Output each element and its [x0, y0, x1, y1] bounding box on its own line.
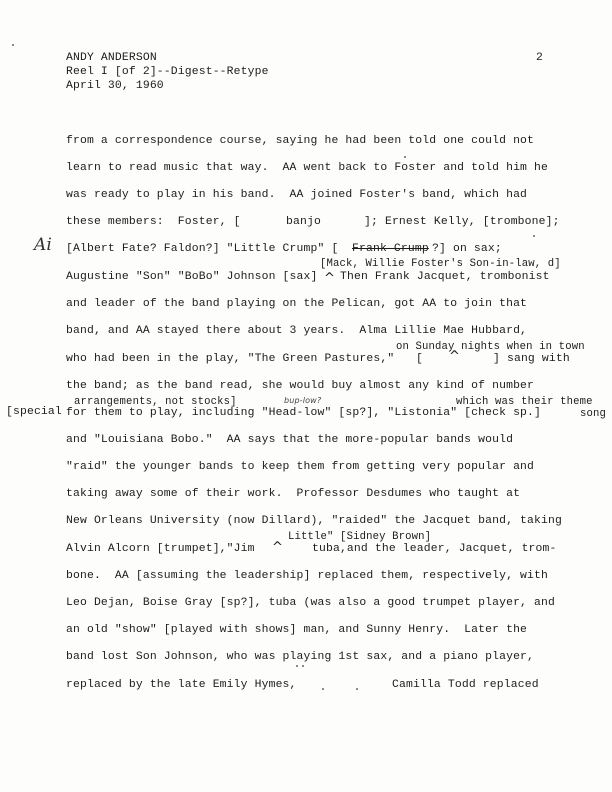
- body-line-4c: ]; Ernest Kelly, [trombone];: [364, 216, 560, 228]
- insert-note-little: Little" [Sidney Brown]: [288, 531, 432, 543]
- body-line-24: an old "show" [played with shows] man, and Sunny Henry. Later the: [66, 624, 528, 636]
- margin-handwritten-mark: Ai: [34, 235, 53, 255]
- scan-speck: [322, 688, 324, 690]
- body-line-7b: Then Frank Jacquet, trombonist: [340, 271, 550, 283]
- body-line-21b: tuba,and the leader, Jacquet, trom-: [312, 543, 557, 555]
- body-line-3: was ready to play in his band. AA joined Foster's band, which had: [66, 189, 528, 201]
- insert-note-theme: which was their theme: [456, 396, 593, 408]
- scan-speck: [404, 156, 406, 158]
- insertion-caret: ^: [272, 540, 284, 555]
- body-line-23: Leo Dejan, Boise Gray [sp?], tuba (was also a good trumpet player, and: [66, 597, 555, 609]
- insert-note-arrangements: arrangements, not stocks]: [74, 396, 237, 408]
- body-line-17: "raid" the younger bands to keep them from getting very popular and: [66, 461, 535, 473]
- body-line-11c: ] sang with: [493, 353, 570, 365]
- body-line-21a: Alvin Alcorn [trumpet],"Jim: [66, 543, 255, 555]
- header-date: April 30, 1960: [66, 80, 164, 92]
- scan-speck: [12, 44, 14, 46]
- body-line-18: taking away some of their work. Professor Desdumes who taught at: [66, 488, 521, 500]
- body-line-26b: Camilla Todd replaced: [392, 679, 539, 691]
- page-number: 2: [536, 52, 543, 64]
- body-line-22: bone. AA [assuming the leadership] replaced them, respectively, with: [66, 570, 548, 582]
- insertion-caret: ^: [449, 349, 461, 364]
- body-line-26a: replaced by the late Emily Hymes,: [66, 679, 297, 691]
- scan-speck: [302, 665, 304, 667]
- insertion-caret: ^: [324, 271, 336, 286]
- body-line-8: and leader of the band playing on the Pelican, got AA to join that: [66, 298, 528, 310]
- scan-speck: [296, 665, 298, 667]
- body-line-5a: [Albert Fate? Faldon?] "Little Crump" [: [66, 243, 339, 255]
- struck-text: Frank Crump: [352, 243, 429, 255]
- scan-speck: [533, 235, 535, 237]
- body-line-11b: [: [416, 353, 423, 365]
- body-line-12: the band; as the band read, she would buy almost any kind of number: [66, 380, 535, 392]
- body-line-4a: these members: Foster, [: [66, 216, 241, 228]
- insert-note-sunday: on Sunday nights when in town: [396, 341, 585, 353]
- body-line-16: and "Louisiana Bobo." AA says that the more-popular bands would: [66, 434, 514, 446]
- header-name: ANDY ANDERSON: [66, 52, 157, 64]
- body-line-1: from a correspondence course, saying he had been told one could not: [66, 135, 535, 147]
- body-line-19: New Orleans University (now Dillard), "raided" the Jacquet band, taking: [66, 515, 562, 527]
- body-line-5c: ?] on sax;: [432, 243, 502, 255]
- body-line-25: band lost Son Johnson, who was playing 1st sax, and a piano player,: [66, 651, 535, 663]
- body-line-15: for them to play, including "Head-low" [sp?], "Listonia" [check sp.]: [66, 407, 542, 419]
- body-line-9: band, and AA stayed there about 3 years. Alma Lillie Mae Hubbard,: [66, 325, 528, 337]
- margin-note-special: [special: [6, 406, 62, 418]
- body-line-4b: banjo: [286, 216, 321, 228]
- header-reel: Reel I [of 2]--Digest--Retype: [66, 66, 269, 78]
- body-line-7a: Augustine "Son" "BoBo" Johnson [sax]: [66, 271, 318, 283]
- body-line-2: learn to read music that way. AA went back to Foster and told him he: [66, 162, 548, 174]
- handwritten-note: bup-low?: [284, 396, 322, 405]
- scan-speck: [356, 688, 358, 690]
- insert-note-mack: [Mack, Willie Foster's Son-in-law, d]: [320, 258, 561, 270]
- margin-note-song: song: [580, 408, 607, 420]
- body-line-11a: who had been in the play, "The Green Pastures,": [66, 353, 395, 365]
